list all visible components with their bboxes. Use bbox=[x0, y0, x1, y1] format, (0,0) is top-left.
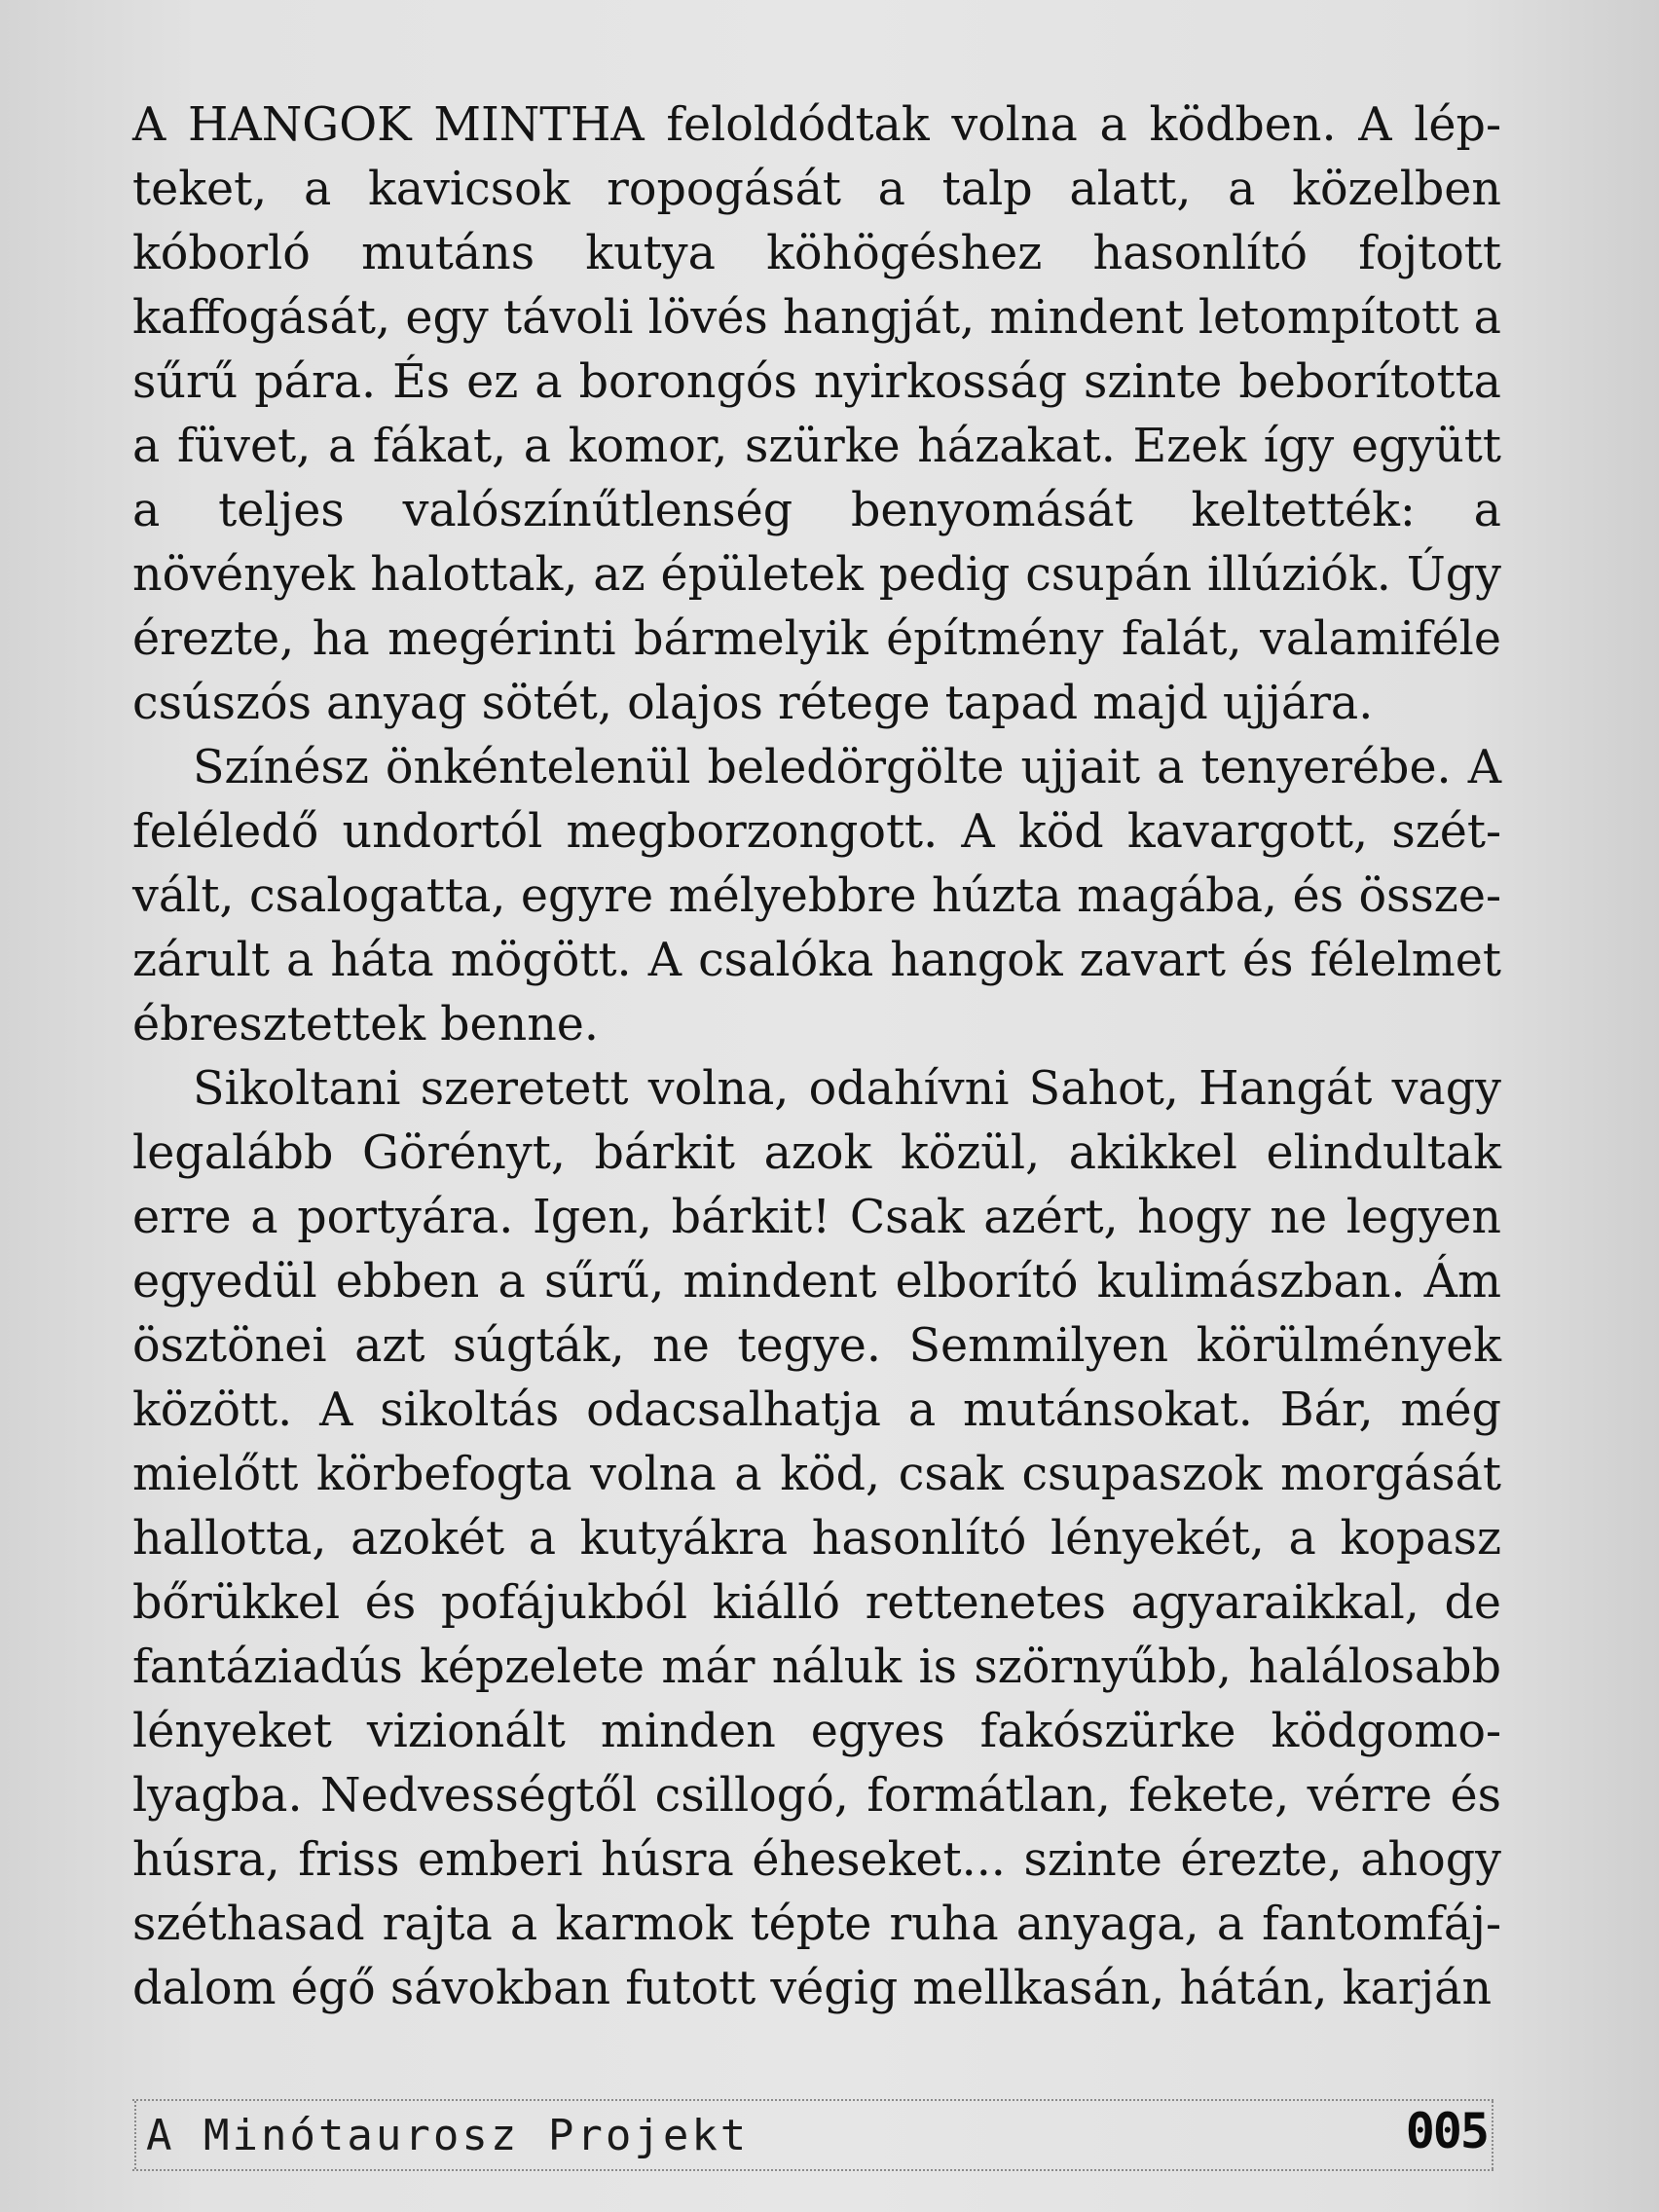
paragraph-1: A HANGOK MINTHA feloldódtak volna a ködben. A lépteket, a kavicsok ropogását a talp alatt, a közelben kóborló mutáns kutya köhögéshez hasonlító fojtott kaffogását, egy távoli lövés hangját, mindent letompított a sűrű pára. És ez a borongós nyirkosság szinte beborította a füvet, a fákat, a komor, szürke házakat. Ezek így együtt a teljes valószínűtlenség benyomását keltették: a növények halottak, az épületek pedig csupán illúziók. Úgy érezte, ha megérinti bármelyik építmény falát, valamiféle csúszós anyag sötét, olajos rétege tapad majd ujjára. bbox=[132, 98, 1501, 730]
paragraph-3: Sikoltani szeretett volna, odahívni Sahot, Hangát vagy legalább Görényt, bárkit azok közül, akikkel elindultak erre a portyára. Igen, bárkit! Csak azért, hogy ne legyen egyedül ebben a sűrű, mindent elborító kulimászban. Ám ösztönei azt súgták, ne tegye. Semmilyen körülmények között. A sikoltás odacsalhatja a mutánsokat. Bár, még mielőtt körbefogta volna a köd, csak csupaszok morgását hallotta, azokét a kutyákra hasonlító lényekét, a kopasz bőrükkel és pofájukból kiálló rettenetes agyaraikkal, de fantáziadús képzelete már náluk is szörnyűbb, halálosabb lényeket vizionált minden egyes fakószürke ködgomolyagba. Nedvességtől csillogó, formátlan, fekete, vérre és húsra, friss emberi húsra éheseket... szinte érezte, ahogy széthasad rajta a karmok tépte ruha anyaga, a fantomfájdalom égő sávokban futott végig mellkasán, hátán, karján bbox=[132, 1062, 1501, 2015]
page-number: 005 bbox=[1405, 2103, 1488, 2159]
footer-bottom-rule bbox=[132, 2169, 1493, 2171]
paragraph-2: Színész önkéntelenül beledörgölte ujjait a tenyerébe. A feléledő undortól megborzongott. A köd kavargott, szétvált, csalogatta, egyre mélyebbre húzta magába, és összezárult a háta mögött. A csalóka hangok zavart és félelmet ébresztettek benne. bbox=[132, 741, 1501, 1051]
chapter-body bbox=[132, 93, 1501, 2021]
footer-top-rule bbox=[132, 2099, 1493, 2101]
running-title: A Minótaurosz Projekt bbox=[146, 2111, 750, 2160]
footer-left-rule bbox=[134, 2101, 138, 2169]
footer-right-rule bbox=[1492, 2101, 1495, 2169]
